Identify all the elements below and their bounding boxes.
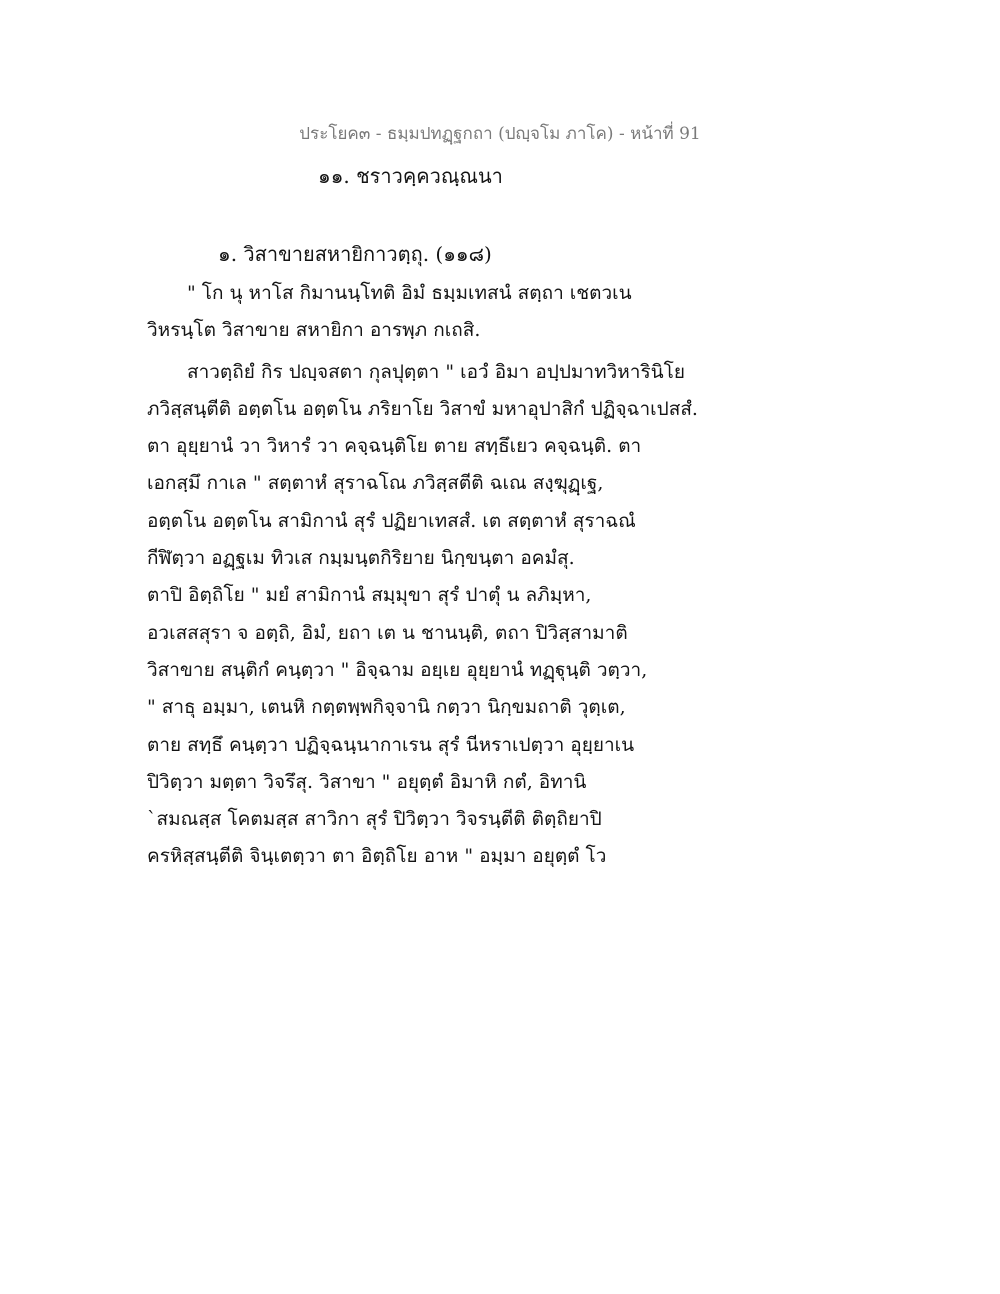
body-line: เอกสฺมึ กาเล " สตฺตาหํ สุราฉโณ ภวิสฺสตีติ ฉเณ สงฺฆุฏฺเฐ,	[147, 472, 604, 495]
body-line: วิสาขาย สนฺติกํ คนฺตฺวา " อิจฺฉาม อยฺเย อุยฺยานํ ทฏฺฐุนฺติ วตฺวา,	[147, 658, 648, 681]
body-line: กีฬิตฺวา อฏฺฐเม ทิวเส กมฺมนฺตกิริยาย นิกฺขนฺตา อคมํสุ.	[147, 547, 575, 570]
body-line: `สมณสฺส โคตมสฺส สาวิกา สุรํ ปิวิตฺวา วิจรนฺตีติ ติตฺถิยาปิ	[147, 808, 602, 831]
body-line: วิหรนฺโต วิสาขาย สหายิกา อารพฺภ กเถสิ.	[147, 319, 481, 342]
chapter-title: ๑๑. ชราวคฺควณฺณนา	[318, 164, 503, 188]
running-header	[0, 120, 1000, 147]
body-line: สาวตฺถิยํ กิร ปญฺจสตา กุลปุตฺตา " เอวํ อิมา อปฺปมาทวิหารินิโย	[187, 360, 685, 383]
body-line: ตาย สทฺธึ คนฺตฺวา ปฏิจฺฉนฺนากาเรน สุรํ นีหราเปตฺวา อุยฺยาเน	[147, 733, 635, 756]
body-line: ตาปิ อิตฺถิโย " มยํ สามิกานํ สมฺมุขา สุรํ ปาตุํ น ลภิมฺหา,	[147, 584, 592, 607]
body-line: อวเสสสุรา จ อตฺถิ, อิมํ, ยถา เต น ชานนฺติ, ตถา ปิวิสฺสามาติ	[147, 621, 628, 644]
running-header-text: ประโยค๓ - ธมฺมปทฏฺฐกถา (ปญฺจโม ภาโค) - หน้าที่ 91	[299, 124, 701, 144]
body-line: ครหิสฺสนฺตีติ จินฺเตตฺวา ตา อิตฺถิโย อาห " อมฺมา อยุตฺตํ โว	[147, 845, 607, 868]
story-title: ๑. วิสาขายสหายิกาวตฺถุ. (๑๑๘)	[218, 242, 492, 266]
body-text	[147, 275, 747, 876]
body-line: " สาธุ อมฺมา, เตนหิ กตฺตพฺพกิจฺจานิ กตฺวา นิกฺขมถาติ วุตฺเต,	[147, 696, 626, 719]
body-line: " โก นุ หาโส กิมานนฺโทติ อิมํ ธมฺมเทสนํ สตฺถา เชตวเน	[187, 282, 632, 304]
body-line: ตา อุยฺยานํ วา วิหารํ วา คจฺฉนฺติโย ตาย สทฺธึเยว คจฺฉนฺติ. ตา	[147, 435, 642, 458]
body-line: อตฺตโน อตฺตโน สามิกานํ สุรํ ปฏิยาเทสสํ. เต สตฺตาหํ สุราฉณํ	[147, 509, 636, 532]
body-line: ปิวิตฺวา มตฺตา วิจรึสุ. วิสาขา " อยุตฺตํ อิมาหิ กตํ, อิทานิ	[147, 770, 587, 793]
body-line: ภวิสฺสนฺตีติ อตฺตโน อตฺตโน ภริยาโย วิสาขํ มหาอุปาสิกํ ปฏิจฺฉาเปสสํ.	[147, 397, 698, 420]
